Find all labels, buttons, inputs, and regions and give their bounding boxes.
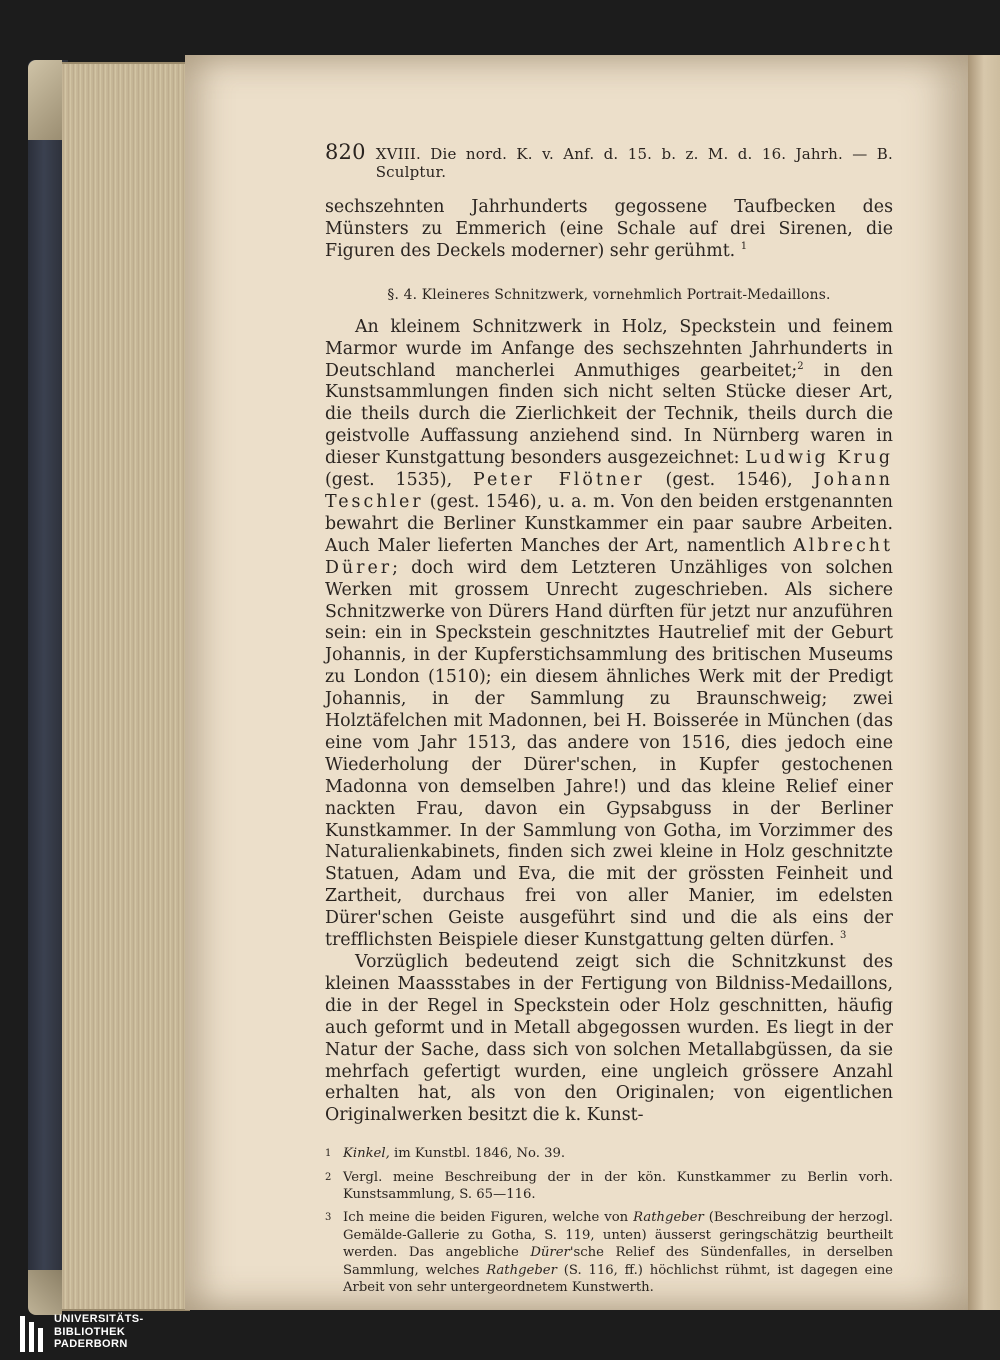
section-heading: §. 4. Kleineres Schnitzwerk, vornehmlich Portrait-Medaillons.: [387, 286, 831, 303]
facing-page-edge: [968, 55, 1000, 1310]
page-edges: [62, 62, 190, 1311]
footnote-2: [325, 1169, 893, 1204]
footnote-mark: 2: [325, 1171, 332, 1183]
artist-name: Ludwig Krug: [745, 448, 893, 469]
paragraph-1: [325, 317, 893, 952]
footnote-mark: 1: [325, 1148, 332, 1160]
logo-line-3: PADERBORN: [54, 1338, 128, 1350]
intro-paragraph: [325, 197, 893, 263]
fn3-d: (S. 116, ff.) höchlichst rühmt, ist dagegen eine Arbeit von sehr untergeordnetem Kunstwerth.: [343, 1262, 893, 1296]
footnote-ref: 2: [797, 360, 804, 372]
page-number: 820: [325, 140, 366, 164]
fn3-a: Ich meine die beiden Figuren, welche von: [343, 1210, 629, 1226]
intro-text: sechszehnten Jahrhunderts gegossene Taufbecken des Münsters zu Emmerich (eine Schale auf drei Sirenen, die Figuren des Deckels moderner) sehr gerühmt.: [325, 197, 893, 261]
logo-line-2: BIBLIOTHEK: [54, 1325, 126, 1338]
artist-name: Albrecht Dürer: [325, 535, 893, 578]
p1-text-b: in den Kunstsammlungen finden sich nicht selten Stücke dieser Art, die theils durch die Zierlichkeit der Technik, theils durch die geistvolle Auffassung anziehend sind. In Nürnberg waren in dieser Kunstgattung besonders ausgezeichnet:: [325, 360, 893, 469]
library-logo-text: [54, 1313, 144, 1351]
footnote-ref: 1: [740, 241, 748, 253]
footnote-1: [325, 1145, 893, 1162]
cover-corner-top: [28, 60, 62, 140]
footnote-text: Vergl. meine Beschreibung der in der kön. Kunstkammer zu Berlin vorh. Kunstsammlung, S. 65—116.: [343, 1169, 893, 1203]
p1-text-f: ; doch wird dem Letzteren Unzähliges von solchen Werken mit grossem Unrecht zugeschrieben. Als sichere Schnitzwerke von Dürers Hand dürften für jetzt nur anzuführen sein: ein in Speckstein geschnitztes Hautrelief mit der Geburt Johannis, in der Kupferstichsammlung des britischen Museums zu London (1510); ein diesem ähnliches Werk mit der Predigt Johannis, in der Sammlung zu Braunschweig; zwei Holztäfelchen mit Madonnen, bei H. Boisserée in München (das eine vom Jahr 1513, das andere von 1516, dies jedoch eine Wiederholung der Dürer'schen, in Kupfer gestochenen Madonna von demselben Jahre!) und das kleine Relief einer nackten Frau, davon ein Gypsabguss in der Berliner Kunstkammer. In der Sammlung von Gotha, im Vorzimmer des Naturalienkabinets, finden sich zwei kleine in Holz geschnitzte Statuen, Adam und Eva, die mit der grössten Feinheit und Zartheit, durchaus frei von aller Manier, im edelsten Dürer'schen Geiste ausgeführt sind und die als eins der trefflichsten Beispiele dieser Kunstgattung gelten dürfen.: [325, 557, 893, 951]
logo-line-1: UNIVERSITÄTS-: [54, 1313, 144, 1325]
artist-name: Johann Teschler: [325, 470, 893, 512]
footnote-3: [325, 1209, 893, 1296]
fn3-italic: Rathgeber: [633, 1210, 704, 1226]
fn3-italic: Dürer: [530, 1245, 570, 1261]
p1-text-d: (gest. 1546),: [665, 470, 793, 491]
footnote-ref: 3: [840, 930, 847, 942]
cover-corner-bottom: [28, 1270, 62, 1315]
p1-text-c: (gest. 1535),: [325, 470, 453, 491]
running-header: [325, 140, 893, 181]
running-title: XVIII. Die nord. K. v. Anf. d. 15. b. z. M. d. 16. Jahrh. — B. Sculptur.: [375, 145, 893, 181]
fn3-b: (Beschreibung der herzogl. Gemälde-Gallerie zu Gotha, S. 119, unten) äusserst geringschätzig beurtheilt werden. Das angebliche: [343, 1210, 893, 1261]
fn3-italic: Rathgeber: [486, 1262, 557, 1278]
page-text: [325, 140, 893, 1303]
p1-text-e: (gest. 1546), u. a. m. Von den beiden erstgenannten bewahrt die Berliner Kunstkammer ein paar saubre Arbeiten. Auch Maler lieferten Manches der Art, namentlich: [325, 491, 893, 556]
library-logo: [20, 1312, 190, 1356]
fn3-c: 'sche Relief des Sündenfalles, in derselben Sammlung, welches: [343, 1245, 893, 1278]
footnote-text: [343, 1145, 893, 1162]
footnote-body: im Kunstbl. 1846, No. 39.: [393, 1146, 566, 1162]
artist-name: Peter Flötner: [473, 470, 645, 491]
library-logo-icon: [20, 1316, 48, 1352]
footnotes: [325, 1145, 893, 1296]
paragraph-2: Vorzüglich bedeutend zeigt sich die Schnitzkunst des kleinen Maassstabes in der Fertigung von Bildniss-Medaillons, die in der Regel in Speckstein oder Holz geschnitten, häufig auch geformt und in Metall abgegossen wurden. Es liegt in der Natur der Sache, dass sich von solchen Metallabgüssen, da sie mehrfach gefertigt wurden, eine ungleich grössere Anzahl erhalten hat, als von den Originalen; von eigentlichen Originalwerken besitzt die k. Kunst-: [325, 952, 893, 1126]
footnote-text: [343, 1209, 893, 1296]
footnote-mark: 3: [325, 1212, 332, 1224]
p1-text-a: An kleinem Schnitzwerk in Holz, Speckstein und feinem Marmor wurde im Anfange des sechszehnten Jahrhunderts in Deutschland mancherlei Anmuthiges gearbeitet;: [325, 316, 893, 381]
footnote-author: Kinkel,: [343, 1146, 390, 1162]
